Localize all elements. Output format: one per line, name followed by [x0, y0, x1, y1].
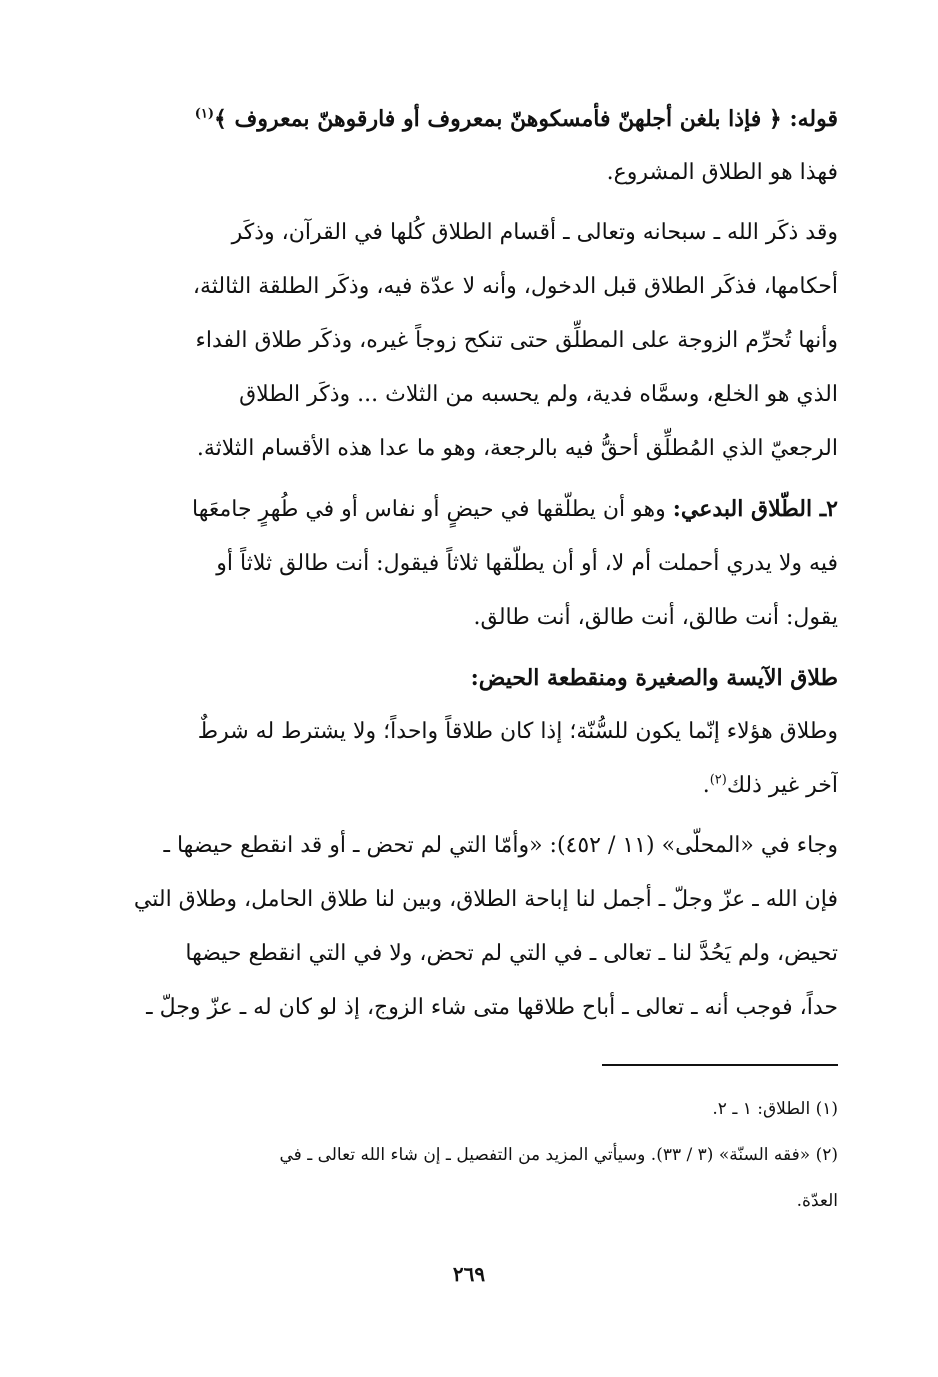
text-line: الرجعيّ الذي المُطلِّق أحقُّ فيه بالرجعة، وهو ما عدا هذه الأقسام الثلاثة. [196, 436, 838, 461]
footnote-2-continued: العدّة. [796, 1191, 838, 1211]
ayisa-text: آخر غير ذلك [726, 773, 838, 798]
text-line: أحكامها، فذكَر الطلاق قبل الدخول، وأنه لا عدّة فيه، وذكَر الطلقة الثالثة، [192, 274, 838, 299]
bidai-paragraph [76, 482, 838, 645]
text-line [76, 759, 838, 813]
text-line: وأنها تُحرِّم الزوجة على المطلِّق حتى تنكح زوجاً غيره، وذكَر طلاق الفداء [195, 328, 838, 353]
bidai-label: ٢ـ الطّلاق البدعي: [672, 496, 838, 522]
text-line [76, 482, 838, 537]
muhalla-paragraph [76, 819, 838, 1035]
footnotes [76, 1086, 838, 1224]
footnote-ref-1[interactable]: (١) [194, 106, 214, 122]
text-line: تحيض، ولم يَحُدَّ لنا ـ تعالى ـ في التي لم تحض، ولا في التي انقطع حيضها [185, 941, 838, 966]
text-line: وقد ذكَر الله ـ سبحانه وتعالى ـ أقسام الطلاق كُلها في القرآن، وذكَر [231, 220, 838, 245]
section-heading: طلاق الآيسة والصغيرة ومنقطعة الحيض: [470, 665, 838, 691]
page-number: ٢٦٩ [452, 1262, 486, 1286]
categories-paragraph [76, 206, 838, 476]
footnote-1: (١) الطلاق: ١ ـ ٢. [712, 1099, 838, 1119]
text-line: فيه ولا يدري أحملت أم لا، أو أن يطلّقها ثلاثاً فيقول: أنت طالق ثلاثاً أو [216, 551, 838, 576]
text-line: يقول: أنت طالق، أنت طالق، أنت طالق. [473, 605, 838, 630]
bidai-text: وهو أن يطلّقها في حيضٍ أو نفاس أو في طُهرٍ جامعَها [192, 497, 666, 522]
footnote-divider [602, 1064, 838, 1066]
text-line: الذي هو الخلع، وسمَّاه فدية، ولم يحسبه من الثلاث ... وذكَر الطلاق [239, 382, 838, 407]
footnote-2: (٢) «فقه السنّة» (٣ / ٣٣). وسيأتي المزيد من التفصيل ـ إن شاء الله تعالى ـ في [279, 1145, 838, 1165]
text-line: وطلاق هؤلاء إنّما يكون للسُّنّة؛ إذا كان طلاقاً واحداً؛ ولا يشترط له شرطٌ [197, 719, 838, 744]
text-line [76, 92, 838, 146]
main-text [76, 92, 838, 1035]
ayisa-tail: . [702, 773, 710, 798]
text-line: فهذا هو الطلاق المشروع. [606, 160, 838, 185]
verse-paragraph [76, 92, 838, 200]
text-line: فإن الله ـ عزّ وجلّ ـ أجمل لنا إباحة الطلاق، وبين لنا طلاق الحامل، وطلاق التي [133, 887, 838, 912]
verse-text: قوله: ﴿ فإذا بلغن أجلهنّ فأمسكوهنّ بمعروف أو فارقوهنّ بمعروف ﴾ [213, 106, 838, 132]
text-line: وجاء في «المحلّى» (١١ / ٤٥٢): «وأمّا التي لم تحض ـ أو قد انقطع حيضها ـ [163, 833, 838, 858]
ayisa-paragraph [76, 705, 838, 813]
footnote-ref-2[interactable]: (٢) [709, 772, 727, 788]
text-line: حداً، فوجب أنه ـ تعالى ـ أباح طلاقها متى شاء الزوج، إذ لو كان له ـ عزّ وجلّ ـ [146, 995, 838, 1020]
